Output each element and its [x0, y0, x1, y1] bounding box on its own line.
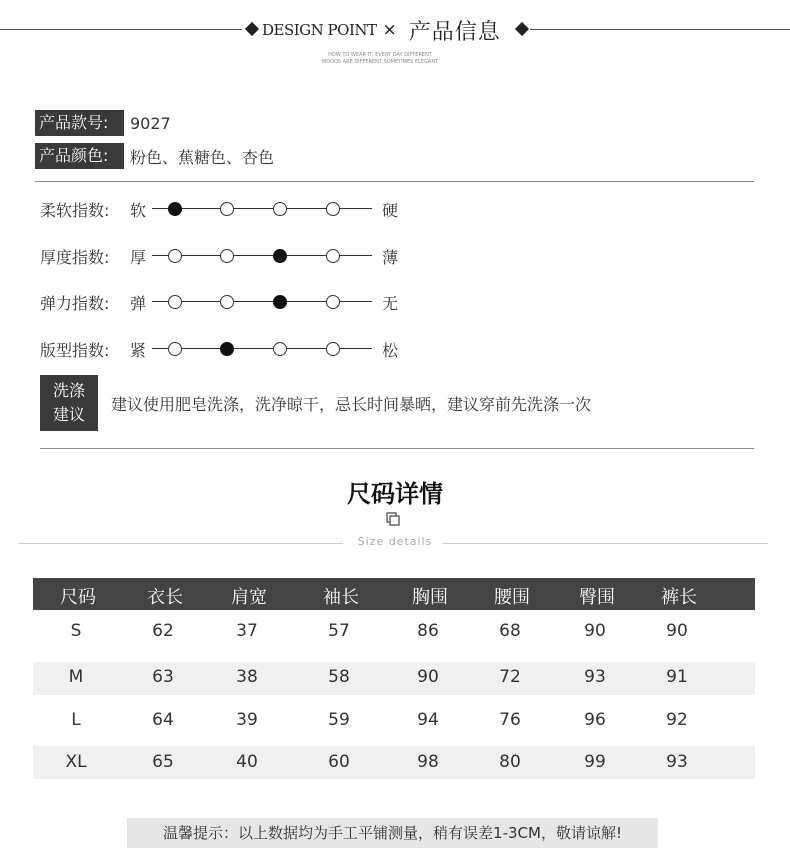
- index-dot-selected: [273, 249, 287, 263]
- table-cell: L: [71, 709, 81, 730]
- index-dot: [273, 342, 287, 356]
- size-subtitle: Size details: [357, 535, 433, 548]
- table-cell: 76: [499, 709, 521, 730]
- table-cell: 63: [152, 667, 174, 687]
- index-dot: [168, 295, 182, 309]
- index-label: 版型指数:: [40, 340, 110, 360]
- divider: [40, 448, 754, 449]
- table-cell: 92: [666, 709, 688, 730]
- table-cell: 94: [417, 709, 439, 730]
- index-dot-selected: [168, 202, 182, 216]
- product-style-value: 9027: [130, 113, 171, 133]
- table-row-shade: [33, 662, 755, 695]
- table-cell: 59: [328, 709, 350, 730]
- index-label: 柔软指数:: [40, 200, 110, 220]
- header-title: [262, 15, 501, 45]
- table-header-row: [33, 578, 755, 610]
- index-scale: [152, 337, 372, 361]
- table-header-cell: 腰围: [494, 587, 530, 608]
- header-subtitle-2: MOODS ARE DIFFERENT,SOMETIMES ELEGANT: [321, 59, 439, 65]
- table-cell: 58: [328, 667, 350, 687]
- table-header-cell: 裤长: [661, 587, 697, 608]
- index-dot: [168, 249, 182, 263]
- diamond-icon: [245, 22, 259, 36]
- table-cell: 90: [666, 621, 688, 641]
- index-row: [40, 337, 398, 361]
- product-style-row: [35, 110, 171, 136]
- index-right-label: 无: [382, 293, 399, 313]
- header-title-cn: 产品信息: [408, 19, 501, 45]
- index-dot: [273, 202, 287, 216]
- table-cell: 86: [417, 621, 439, 641]
- table-header-cell: 臀围: [579, 587, 615, 608]
- size-sub-rule-left: [18, 543, 343, 544]
- table-cell: 62: [152, 621, 174, 641]
- index-right-label: 硬: [382, 200, 399, 220]
- table-cell: 40: [236, 752, 258, 772]
- size-title: 尺码详情: [347, 480, 443, 508]
- index-left-label: 软: [130, 200, 147, 220]
- table-cell: 68: [499, 621, 521, 641]
- header-title-sep: ×: [382, 20, 397, 40]
- index-dot-selected: [273, 295, 287, 309]
- product-color-value: 粉色、蕉糖色、杏色: [130, 147, 275, 167]
- index-dot: [326, 342, 340, 356]
- table-cell: 38: [236, 667, 258, 687]
- index-left-label: 紧: [130, 340, 147, 360]
- divider: [35, 181, 754, 182]
- header-rule-left: [0, 29, 242, 30]
- index-dot-selected: [220, 342, 234, 356]
- table-row: [33, 700, 755, 743]
- table-cell: 65: [152, 752, 174, 772]
- care-label: [40, 375, 98, 431]
- table-row: [33, 657, 755, 700]
- product-style-label: 产品款号:: [35, 110, 124, 136]
- index-dot: [168, 342, 182, 356]
- table-cell: 91: [666, 667, 688, 687]
- index-scale: [152, 290, 372, 314]
- table-cell: 60: [328, 752, 350, 772]
- care-text: 建议使用肥皂洗涤，洗净晾干，忌长时间暴晒，建议穿前先洗涤一次: [111, 395, 592, 414]
- header-title-en: DESIGN POINT: [262, 21, 377, 39]
- index-row: [40, 197, 398, 221]
- header-rule-right: [530, 29, 790, 30]
- table-cell: 93: [666, 752, 688, 772]
- copy-icon: [386, 512, 400, 526]
- table-header-cell: 袖长: [323, 587, 359, 608]
- table-row: [33, 742, 755, 785]
- care-label-line2: 建议: [52, 405, 85, 424]
- table-cell: 93: [584, 667, 606, 687]
- table-cell: 90: [584, 621, 606, 641]
- index-dot: [326, 295, 340, 309]
- header-subtitle-1: HOW TO WEAR IT, EVERY DAY DIFFERENT: [328, 52, 432, 58]
- product-color-label: 产品颜色:: [35, 143, 124, 169]
- table-cell: XL: [65, 752, 87, 772]
- diamond-icon: [515, 22, 529, 36]
- index-dot: [220, 249, 234, 263]
- index-scale: [152, 197, 372, 221]
- size-table: [33, 578, 755, 785]
- index-label: 厚度指数:: [40, 247, 110, 267]
- index-right-label: 松: [382, 340, 399, 360]
- index-left-label: 厚: [130, 247, 147, 267]
- table-cell: 39: [236, 709, 258, 730]
- table-cell: S: [70, 621, 82, 641]
- table-header-cell: 衣长: [147, 587, 183, 608]
- table-cell: 72: [499, 667, 521, 687]
- index-scale: [152, 244, 372, 268]
- measurement-note: 温馨提示：以上数据均为手工平铺测量，稍有误差1-3CM，敬请谅解!: [127, 818, 658, 848]
- table-cell: 80: [499, 752, 521, 772]
- index-right-label: 薄: [382, 247, 399, 267]
- table-row-shade: [33, 746, 755, 779]
- table-cell: 98: [417, 752, 439, 772]
- table-cell: 96: [584, 709, 606, 730]
- table-cell: 64: [152, 709, 174, 730]
- table-cell: 99: [584, 752, 606, 772]
- index-dot: [326, 202, 340, 216]
- index-dot: [220, 202, 234, 216]
- size-sub-rule-right: [442, 543, 768, 544]
- table-row: [33, 610, 755, 657]
- index-label: 弹力指数:: [40, 293, 110, 313]
- table-cell: 90: [417, 667, 439, 687]
- index-row: [40, 244, 398, 268]
- index-left-label: 弹: [130, 293, 147, 313]
- index-dot: [326, 249, 340, 263]
- table-header-cell: 肩宽: [231, 587, 267, 608]
- table-cell: 57: [328, 621, 350, 641]
- care-label-line1: 洗涤: [52, 381, 85, 400]
- table-cell: M: [68, 667, 84, 687]
- index-row: [40, 290, 398, 314]
- index-dot: [220, 295, 234, 309]
- product-color-row: [35, 143, 274, 169]
- table-cell: 37: [236, 621, 258, 641]
- table-header-cell: 尺码: [60, 587, 96, 608]
- table-header-cell: 胸围: [412, 587, 448, 608]
